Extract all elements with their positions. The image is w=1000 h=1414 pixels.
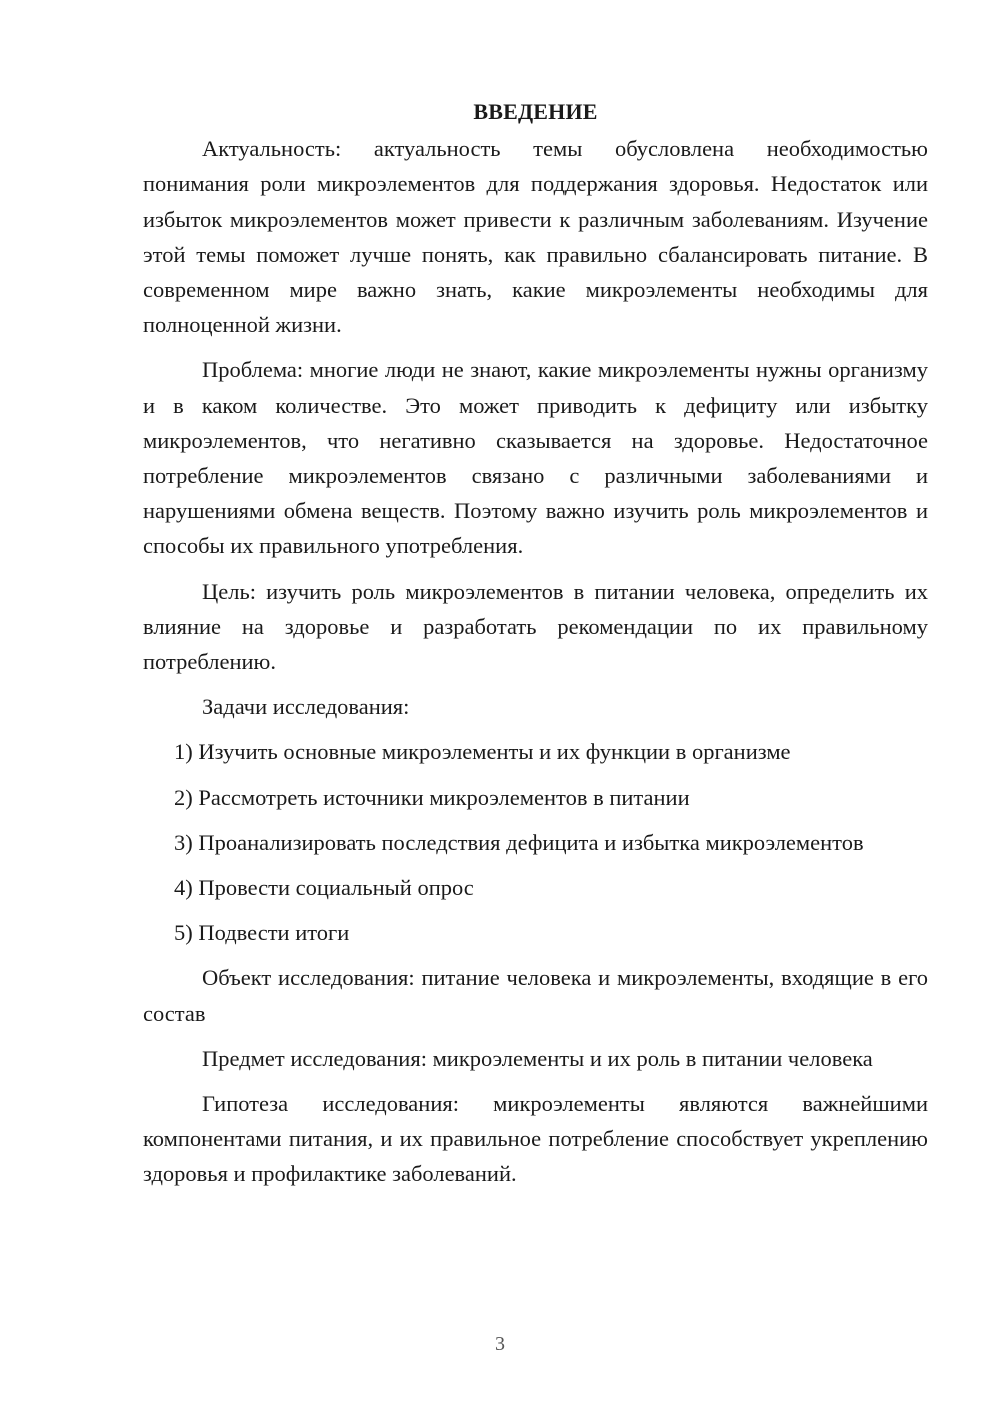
paragraph-goal: Цель: изучить роль микроэлементов в питании человека, определить их влияние на здоровье и разработать рекомендации по их правильному потреблению. <box>143 578 928 675</box>
paragraph-hypothesis: Гипотеза исследования: микроэлементы являются важнейшими компонентами питания, и их правильное потребление способствует укреплению здоровья и профилактике заболеваний. <box>143 1091 928 1187</box>
paragraph-relevance: Актуальность: актуальность темы обусловлена необходимостью понимания роли микроэлементов для поддержания здоровья. Недостаток или избыток микроэлементов может привести к различным заболеваниям. Изучение этой темы поможет лучше понять, как правильно сбалансировать питание. В современном мире важно знать, какие микроэлементы необходимы для полноценной жизни. <box>143 136 928 338</box>
task-item: 4) Провести социальный опрос <box>174 875 474 901</box>
paragraph-problem: Проблема: многие люди не знают, какие микроэлементы нужны организму и в каком количестве. Это может приводить к дефициту или избытку микроэлементов, что негативно сказывается на здоровье. Недостаточное потребление микроэлементов связано с различными заболеваниями и нарушениями обмена веществ. Поэтому важно изучить роль микроэлементов и способы их правильного употребления. <box>143 357 928 559</box>
page-number: 3 <box>495 1333 505 1355</box>
page-content <box>143 94 928 1202</box>
tasks-heading: Задачи исследования: <box>202 694 410 720</box>
task-item: 2) Рассмотреть источники микроэлементов в питании <box>174 784 690 810</box>
paragraph-subject: Предмет исследования: микроэлементы и их роль в питании человека <box>202 1045 873 1071</box>
task-item: 3) Проанализировать последствия дефицита и избытка микроэлементов <box>174 829 864 855</box>
task-item: 5) Подвести итоги <box>174 920 350 946</box>
section-title: ВВЕДЕНИЕ <box>473 99 598 124</box>
paragraph-object: Объект исследования: питание человека и микроэлементы, входящие в его состав <box>143 965 928 1026</box>
task-item: 1) Изучить основные микроэлементы и их функции в организме <box>174 739 791 765</box>
